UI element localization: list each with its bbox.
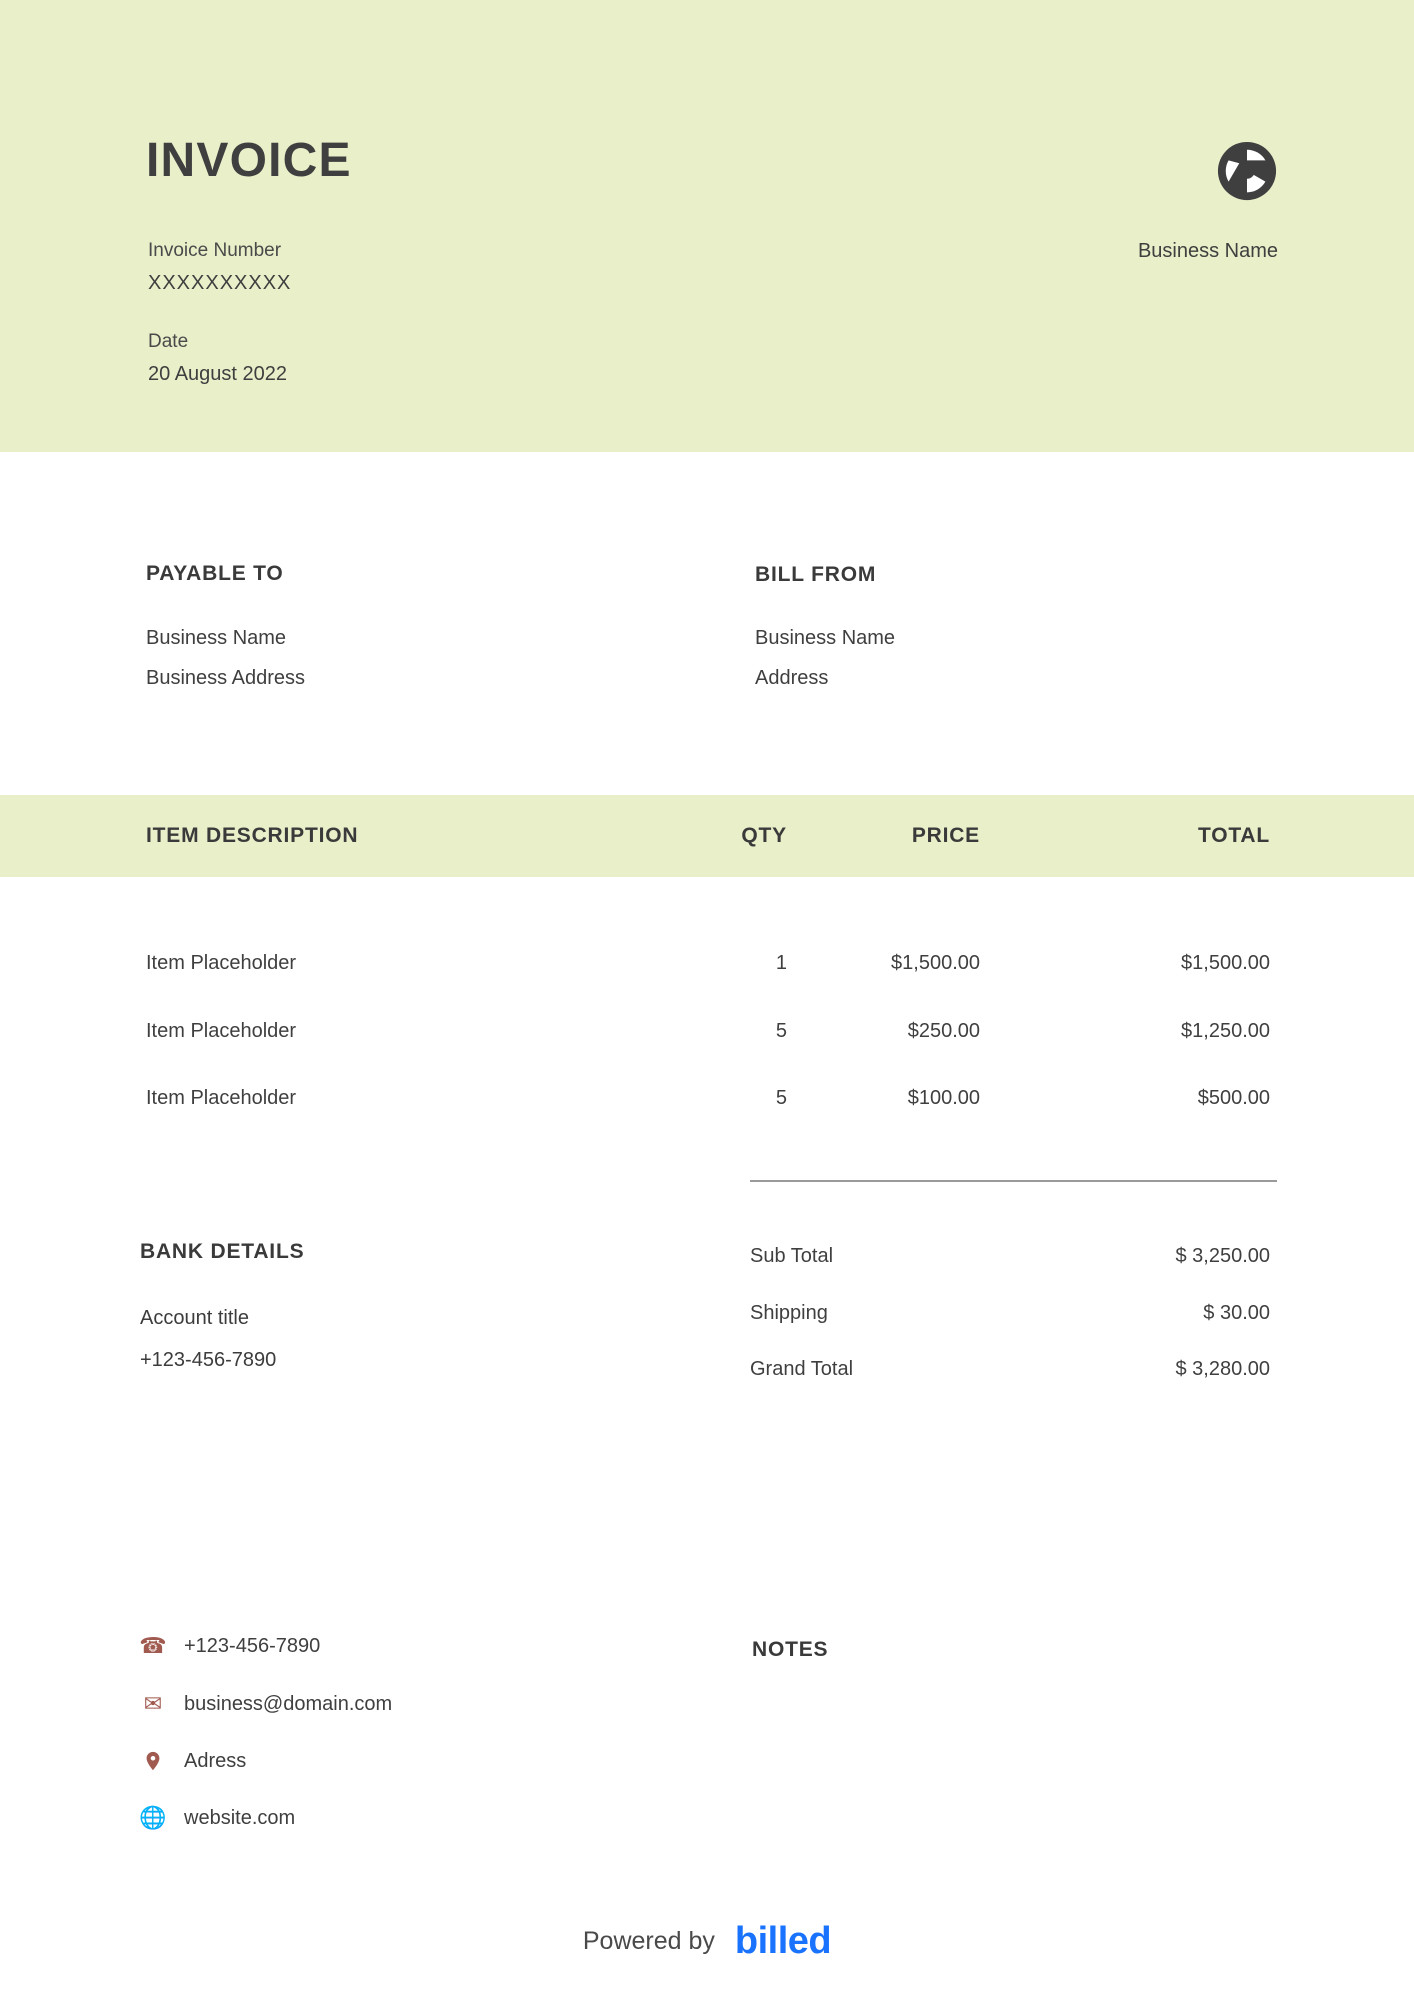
location-pin-icon (140, 1748, 166, 1774)
payable-to-heading: PAYABLE TO (146, 562, 284, 585)
table-row: 5 (775, 1020, 787, 1042)
contact-address (140, 1748, 246, 1774)
table-row: 5 (775, 1087, 787, 1109)
invoice-number-label: Invoice Number (148, 240, 282, 261)
brand-logo-text: billed (734, 1920, 832, 1962)
bank-phone: +123-456-7890 (140, 1349, 277, 1371)
totals-divider (750, 1180, 1277, 1182)
column-header-qty: QTY (741, 824, 787, 847)
bank-details-heading: BANK DETAILS (140, 1240, 305, 1263)
invoice-date-value: 20 August 2022 (148, 363, 288, 385)
bill-from-line2: Address (755, 667, 829, 689)
column-header-total: TOTAL (1197, 824, 1270, 847)
contact-phone (140, 1633, 320, 1659)
powered-by-label: Powered by (582, 1927, 715, 1955)
aperture-icon (1216, 140, 1278, 202)
payable-to-line2: Business Address (146, 667, 305, 689)
contact-email-text: business@domain.com (184, 1692, 393, 1715)
table-row: $1,500.00 (1181, 952, 1270, 974)
grand-total-label: Grand Total (750, 1358, 854, 1380)
subtotal-value: $ 3,250.00 (1175, 1245, 1270, 1267)
table-row: $1,500.00 (891, 952, 980, 974)
table-row: Item Placeholder (146, 1020, 297, 1042)
shipping-label: Shipping (750, 1302, 828, 1324)
column-header-price: PRICE (911, 824, 980, 847)
contact-website (140, 1805, 295, 1831)
page-title: INVOICE (146, 134, 352, 187)
column-header-description: ITEM DESCRIPTION (146, 824, 359, 847)
contact-email (140, 1691, 392, 1717)
table-row: $100.00 (907, 1087, 980, 1109)
grand-total-value: $ 3,280.00 (1175, 1358, 1270, 1380)
table-row: $250.00 (907, 1020, 980, 1042)
contact-address-text: Adress (184, 1749, 247, 1772)
shipping-value: $ 30.00 (1203, 1302, 1270, 1324)
bank-account-title: Account title (140, 1307, 249, 1329)
invoice-header (0, 0, 1414, 452)
envelope-icon: ✉ (143, 1691, 163, 1716)
footer (0, 1920, 1414, 1963)
table-row: 1 (775, 952, 787, 974)
table-row: $1,250.00 (1181, 1020, 1270, 1042)
invoice-date-label: Date (148, 331, 189, 352)
bill-from-line1: Business Name (755, 627, 896, 649)
table-row: $500.00 (1197, 1087, 1270, 1109)
subtotal-label: Sub Total (750, 1245, 834, 1267)
invoice-number-value: XXXXXXXXXX (148, 272, 292, 294)
contact-website-text: website.com (184, 1806, 296, 1829)
table-row: Item Placeholder (146, 1087, 297, 1109)
globe-icon: 🌐 (139, 1805, 167, 1830)
contact-phone-text: +123-456-7890 (184, 1634, 321, 1657)
bill-from-heading: BILL FROM (755, 563, 877, 586)
notes-heading: NOTES (752, 1638, 829, 1661)
header-business-name: Business Name (1137, 240, 1278, 262)
phone-icon: ☎ (139, 1633, 167, 1658)
payable-to-line1: Business Name (146, 627, 287, 649)
table-row: Item Placeholder (146, 952, 297, 974)
